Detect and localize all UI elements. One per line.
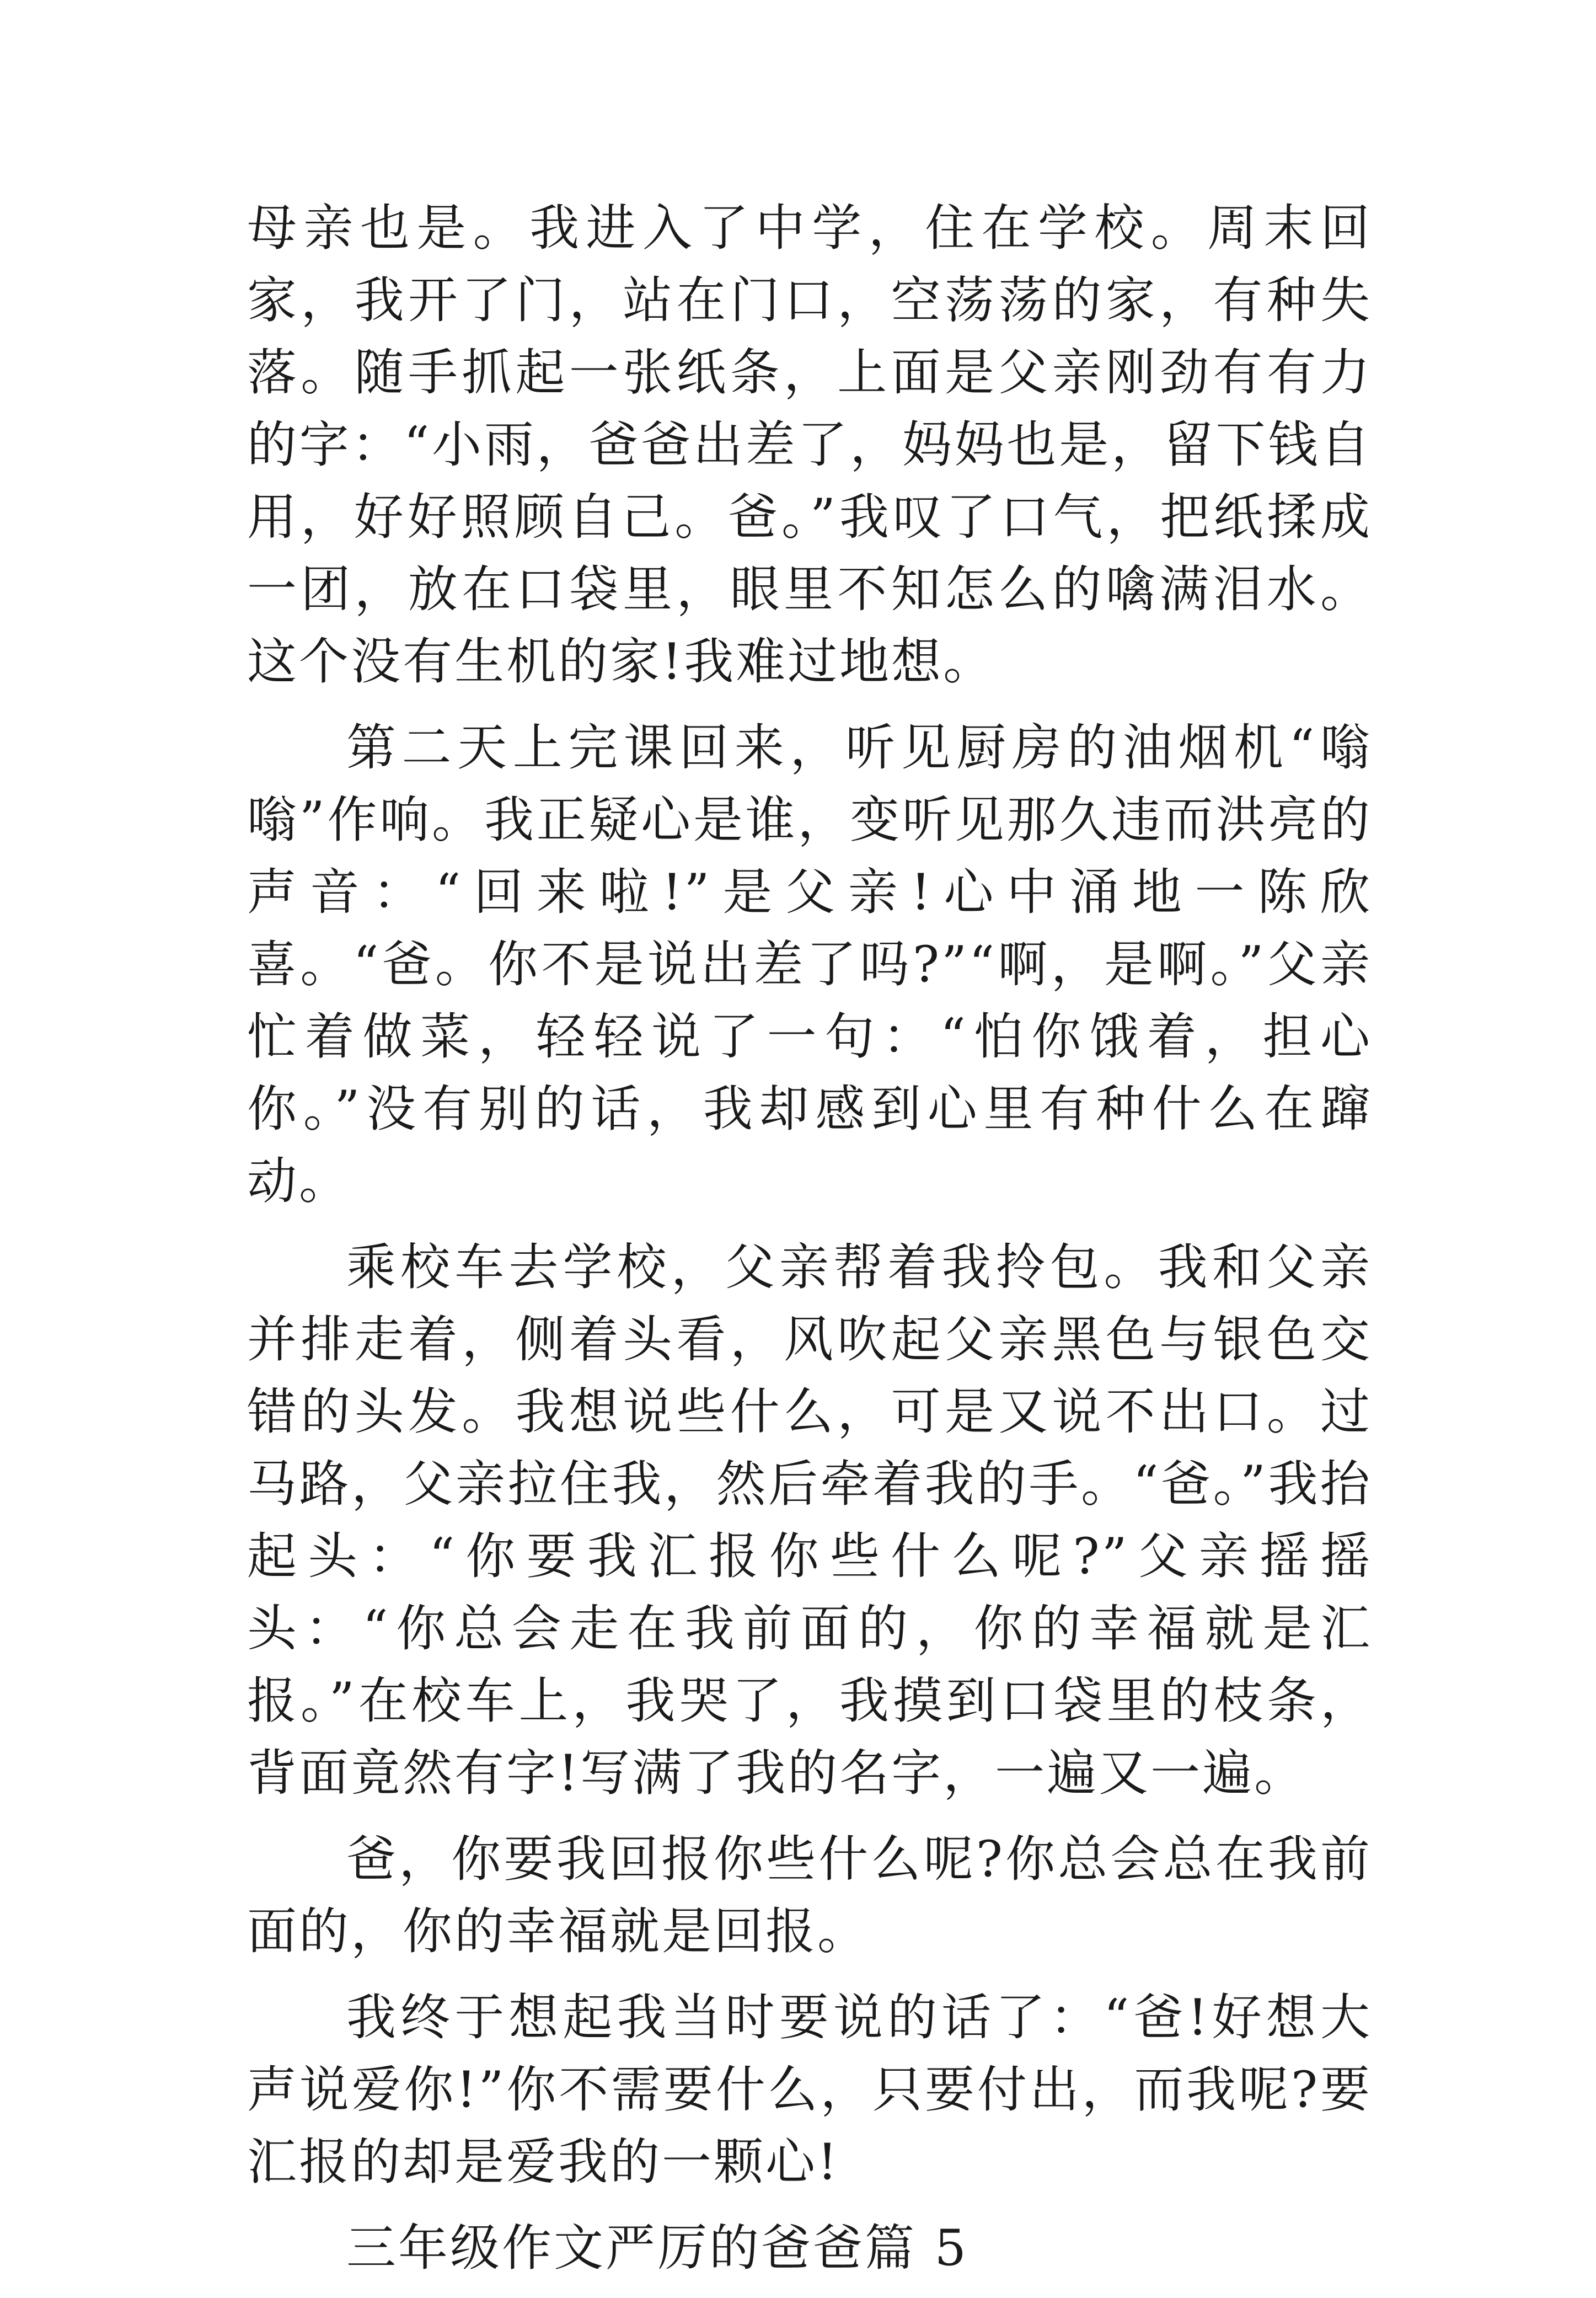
document-body — [247, 192, 1372, 2298]
paragraph-5: 我终于想起我当时要说的话了：“爸!好想大声说爱你!”你不需要什么，只要付出，而我呢?要汇报的却是爱我的一颗心! — [247, 1989, 1372, 2191]
paragraph-2: 第二天上完课回来，听见厨房的油烟机“嗡嗡”作响。我正疑心是谁，变听见那久违而洪亮的声音：“回来啦!”是父亲!心中涌地一陈欣喜。“爸。你不是说出差了吗?”“啊，是啊。”父亲忙着做菜，轻轻说了一句：“怕你饿着，担心你。”没有别的话，我却感到心里有种什么在蹿动。 — [247, 719, 1372, 1210]
paragraph-1: 母亲也是。我进入了中学，住在学校。周末回家，我开了门，站在门口，空荡荡的家，有种失落。随手抓起一张纸条，上面是父亲刚劲有有力的字：“小雨，爸爸出差了，妈妈也是，留下钱自用，好好照顾自己。爸。”我叹了口气，把纸揉成一团，放在口袋里，眼里不知怎么的噙满泪水。这个没有生机的家!我难过地想。 — [247, 199, 1372, 691]
paragraph-4: 爸，你要我回报你些什么呢?你总会总在我前面的，你的幸福就是回报。 — [247, 1830, 1372, 1960]
paragraph-3: 乘校车去学校，父亲帮着我拎包。我和父亲并排走着，侧着头看，风吹起父亲黑色与银色交错的头发。我想说些什么，可是又说不出口。过马路，父亲拉住我，然后牵着我的手。“爸。”我抬起头：“你要我汇报你些什么呢?”父亲摇摇头：“你总会走在我前面的，你的幸福就是汇报。”在校车上，我哭了，我摸到口袋里的枝条，背面竟然有字!写满了我的名字，一遍又一遍。 — [247, 1238, 1372, 1802]
section-heading: 三年级作文严厉的爸爸篇 5 — [346, 2219, 968, 2277]
